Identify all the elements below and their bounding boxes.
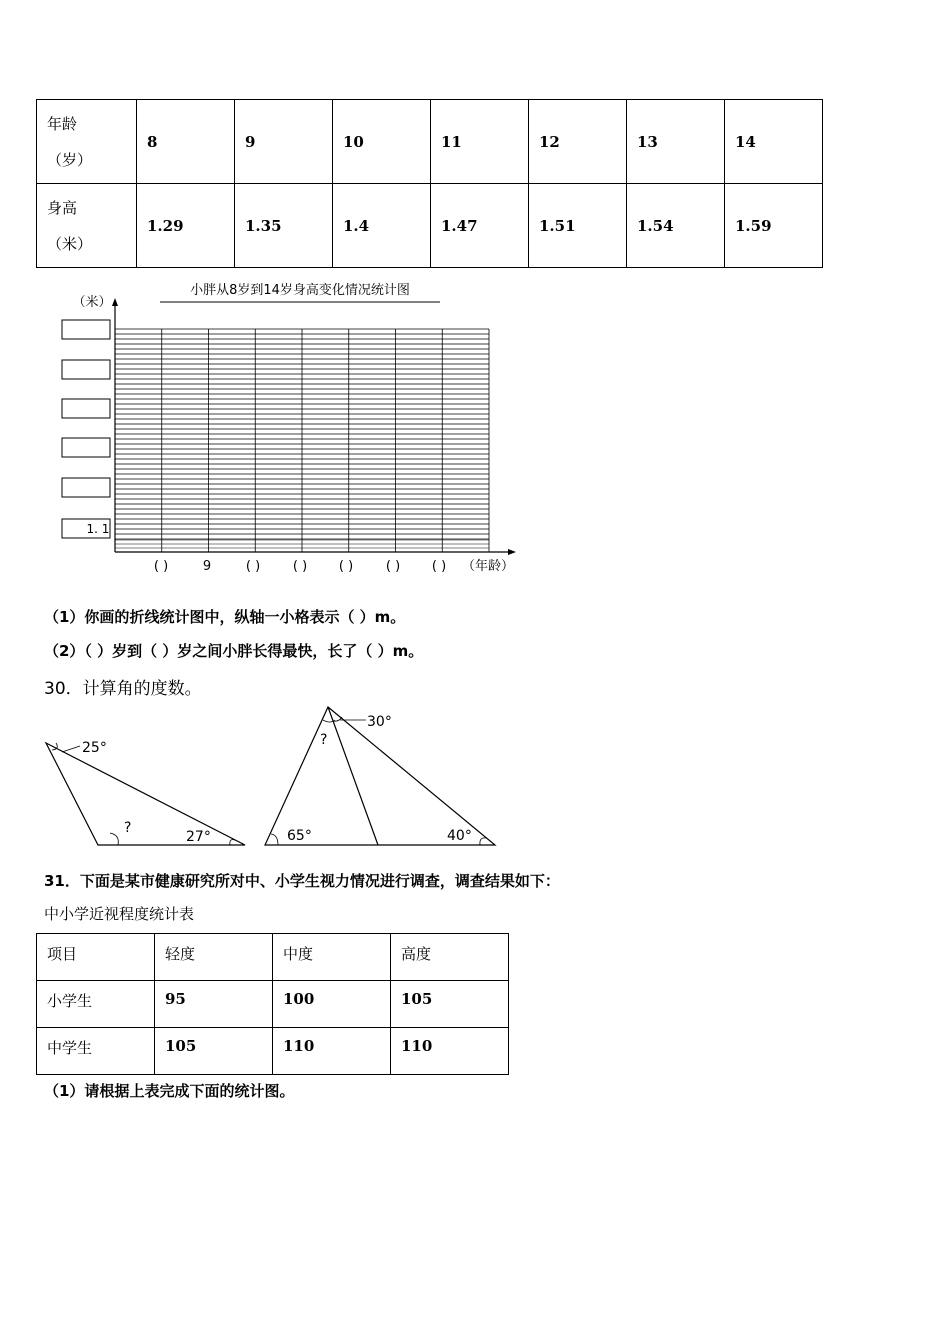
- grid-lines: [115, 329, 489, 552]
- y-label-box: [62, 399, 110, 418]
- height-header-cell: [37, 184, 137, 268]
- y-label-box: [62, 320, 110, 339]
- height-cell: 1.51: [529, 184, 627, 268]
- age-label: 年龄: [47, 114, 78, 133]
- x-label: ( ): [385, 559, 401, 574]
- blank-grid-chart: [0, 270, 560, 590]
- q31-sub1: （1）请根据上表完成下面的统计图。: [44, 1082, 295, 1100]
- table-cell: 95: [155, 981, 273, 1028]
- table-row: [37, 184, 823, 268]
- x-axis-arrow: [508, 549, 516, 555]
- y-label-box: [62, 360, 110, 379]
- height-cell: 1.59: [725, 184, 823, 268]
- x-label: ( ): [338, 559, 354, 574]
- age-cell: 14: [725, 100, 823, 184]
- unknown-angle: ?: [124, 820, 132, 836]
- angle-label: 30°: [367, 714, 392, 730]
- height-cell: 1.35: [235, 184, 333, 268]
- q31-table-title: 中小学近视程度统计表: [44, 905, 195, 923]
- y-axis-arrow: [112, 298, 118, 306]
- age-cell: 12: [529, 100, 627, 184]
- age-header-cell: [37, 100, 137, 184]
- age-cell: 11: [431, 100, 529, 184]
- angle-arc: [110, 833, 118, 845]
- height-cell: 1.4: [333, 184, 431, 268]
- angle-label: 65°: [287, 828, 312, 844]
- q29-sub1: （1）你画的折线统计图中，纵轴一小格表示（ ）m。: [44, 608, 406, 626]
- table-cell: 110: [273, 1028, 391, 1075]
- angle-pointer: [62, 746, 80, 752]
- x-label: ( ): [245, 559, 261, 574]
- column-header: 项目: [37, 934, 155, 981]
- y-label-box: [62, 478, 110, 497]
- table-cell: 100: [273, 981, 391, 1028]
- q29-sub2: （2）（ ）岁到（ ）岁之间小胖长得最快，长了（ ）m。: [44, 642, 424, 660]
- column-header: 中度: [273, 934, 391, 981]
- row-label: 小学生: [37, 981, 155, 1028]
- table-row: [37, 934, 509, 981]
- triangle-1: [46, 743, 245, 845]
- q31-heading: 31．下面是某市健康研究所对中、小学生视力情况进行调查，调查结果如下：: [44, 872, 560, 890]
- age-cell: 13: [627, 100, 725, 184]
- angle-arc: [230, 840, 235, 845]
- table-cell: 110: [391, 1028, 509, 1075]
- unknown-angle: ?: [320, 732, 328, 748]
- x-label: ( ): [431, 559, 447, 574]
- y-label-box: [62, 438, 110, 457]
- column-header: 高度: [391, 934, 509, 981]
- x-label: ( ): [292, 559, 308, 574]
- x-unit-label: （年龄）: [461, 559, 515, 574]
- table-cell: 105: [391, 981, 509, 1028]
- height-cell: 1.47: [431, 184, 529, 268]
- row-label: 中学生: [37, 1028, 155, 1075]
- table-cell: 105: [155, 1028, 273, 1075]
- angle-label: 25°: [82, 740, 107, 756]
- angle-label: 40°: [447, 828, 472, 844]
- angle-arc: [480, 838, 486, 845]
- x-label: 9: [202, 559, 212, 574]
- y-base-label: 1. 1: [86, 522, 110, 536]
- y-unit-label: （米）: [72, 295, 112, 310]
- column-header: 轻度: [155, 934, 273, 981]
- height-unit: （米）: [47, 234, 93, 253]
- x-label: ( ): [153, 559, 169, 574]
- table-row: [37, 100, 823, 184]
- age-cell: 8: [137, 100, 235, 184]
- table-row: [37, 1028, 509, 1075]
- height-cell: 1.54: [627, 184, 725, 268]
- height-label: 身高: [47, 198, 78, 217]
- angle-label: 27°: [186, 829, 211, 845]
- age-cell: 10: [333, 100, 431, 184]
- height-table: [36, 99, 823, 268]
- myopia-table: [36, 933, 509, 1075]
- table-row: [37, 981, 509, 1028]
- age-unit: （岁）: [47, 150, 93, 169]
- height-cell: 1.29: [137, 184, 235, 268]
- triangle-figures: [0, 700, 520, 860]
- chart-title: 小胖从8岁到14岁身高变化情况统计图: [190, 283, 410, 298]
- q30-heading: 30．计算角的度数。: [44, 679, 202, 699]
- angle-arc: [271, 834, 278, 845]
- age-cell: 9: [235, 100, 333, 184]
